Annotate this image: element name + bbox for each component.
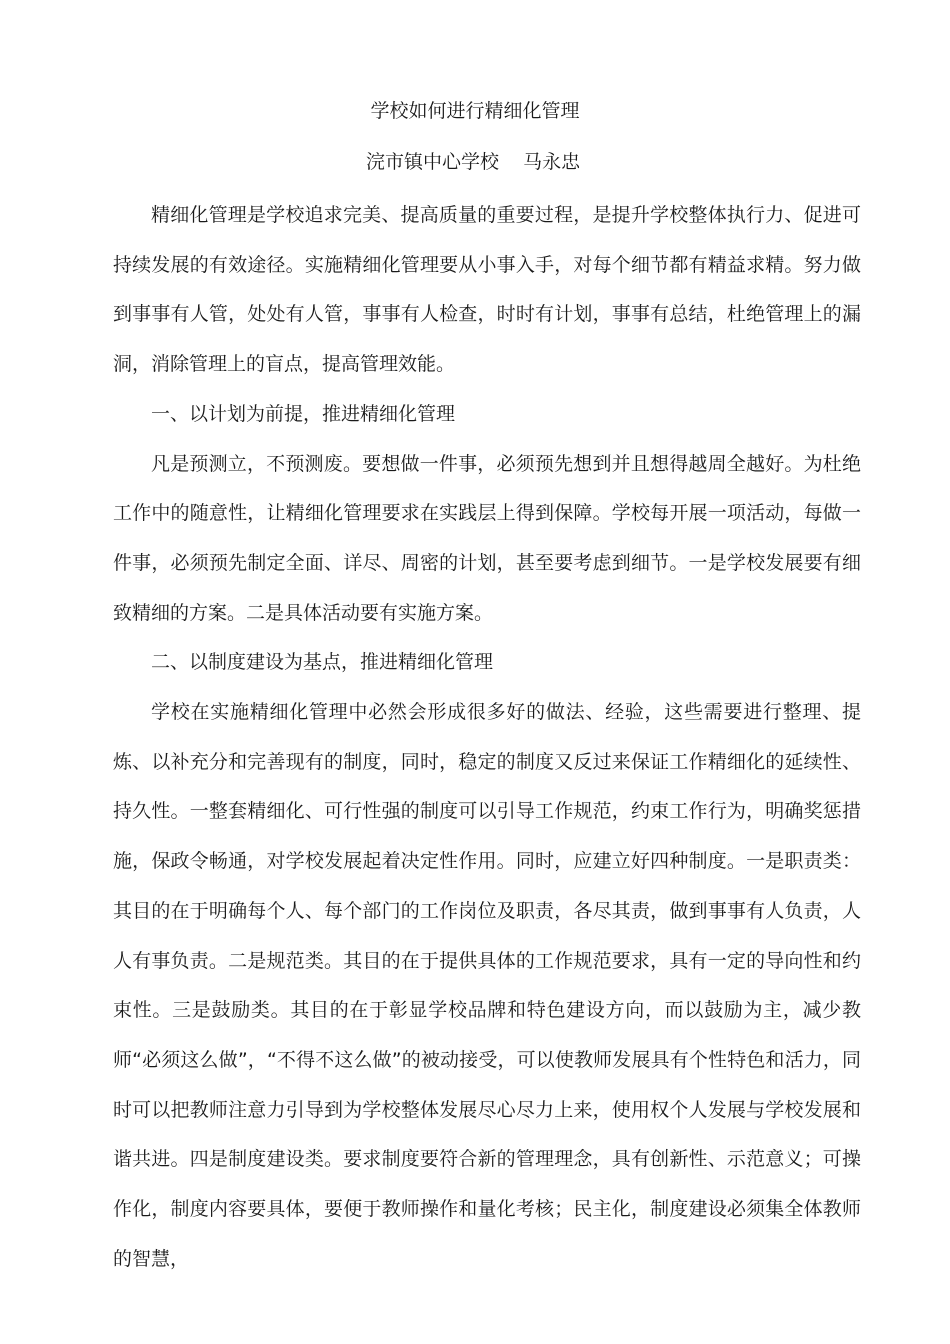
document-byline: 浣市镇中心学校 马永忠: [366, 151, 581, 173]
paragraph-section-1: 凡是预测立，不预测废。要想做一件事，必须预先想到并且想得越周全越好。为杜绝工作中的随意性，让精细化管理要求在实践层上得到保障。学校每开展一项活动，每做一件事，必须预先制定全面、详尽、周密的计划，甚至要考虑到细节。一是学校发展要有细致精细的方案。二是具体活动要有实施方案。: [113, 452, 861, 624]
section-heading-2: 二、以制度建设为基点，推进精细化管理: [151, 651, 494, 674]
document-title: 学校如何进行精细化管理: [370, 100, 580, 122]
section-heading-1: 一、以计划为前提，推进精细化管理: [151, 402, 456, 425]
document-body: [113, 191, 861, 1284]
paragraph-intro: 精细化管理是学校追求完美、提高质量的重要过程，是提升学校整体执行力、促进可持续发展的有效途径。实施精细化管理要从小事入手，对每个细节都有精益求精。努力做到事事有人管，处处有人管，事事有人检查，时时有计划，事事有总结，杜绝管理上的漏洞，消除管理上的盲点，提高管理效能。: [113, 204, 861, 376]
paragraph-section-2: 学校在实施精细化管理中必然会形成很多好的做法、经验，这些需要进行整理、提炼、以补充分和完善现有的制度，同时，稳定的制度又反过来保证工作精细化的延续性、持久性。一整套精细化、可行性强的制度可以引导工作规范，约束工作行为，明确奖惩措施，保政令畅通，对学校发展起着决定性作用。同时，应建立好四种制度。一是职责类：其目的在于明确每个人、每个部门的工作岗位及职责，各尽其责，做到事事有人负责，人人有事负责。二是规范类。其目的在于提供具体的工作规范要求，具有一定的导向性和约束性。三是鼓励类。其目的在于彰显学校品牌和特色建设方向，而以鼓励为主，减少教师“必须这么做”，“不得不这么做”的被动接受，可以使教师发展具有个性特色和活力，同时可以把教师注意力引导到为学校整体发展尽心尽力上来，使用权个人发展与学校发展和谐共进。四是制度建设类。要求制度要符合新的管理理念，具有创新性、示范意义；可操作化，制度内容要具体，要便于教师操作和量化考核；民主化，制度建设必须集全体教师的智慧，: [113, 701, 861, 1270]
